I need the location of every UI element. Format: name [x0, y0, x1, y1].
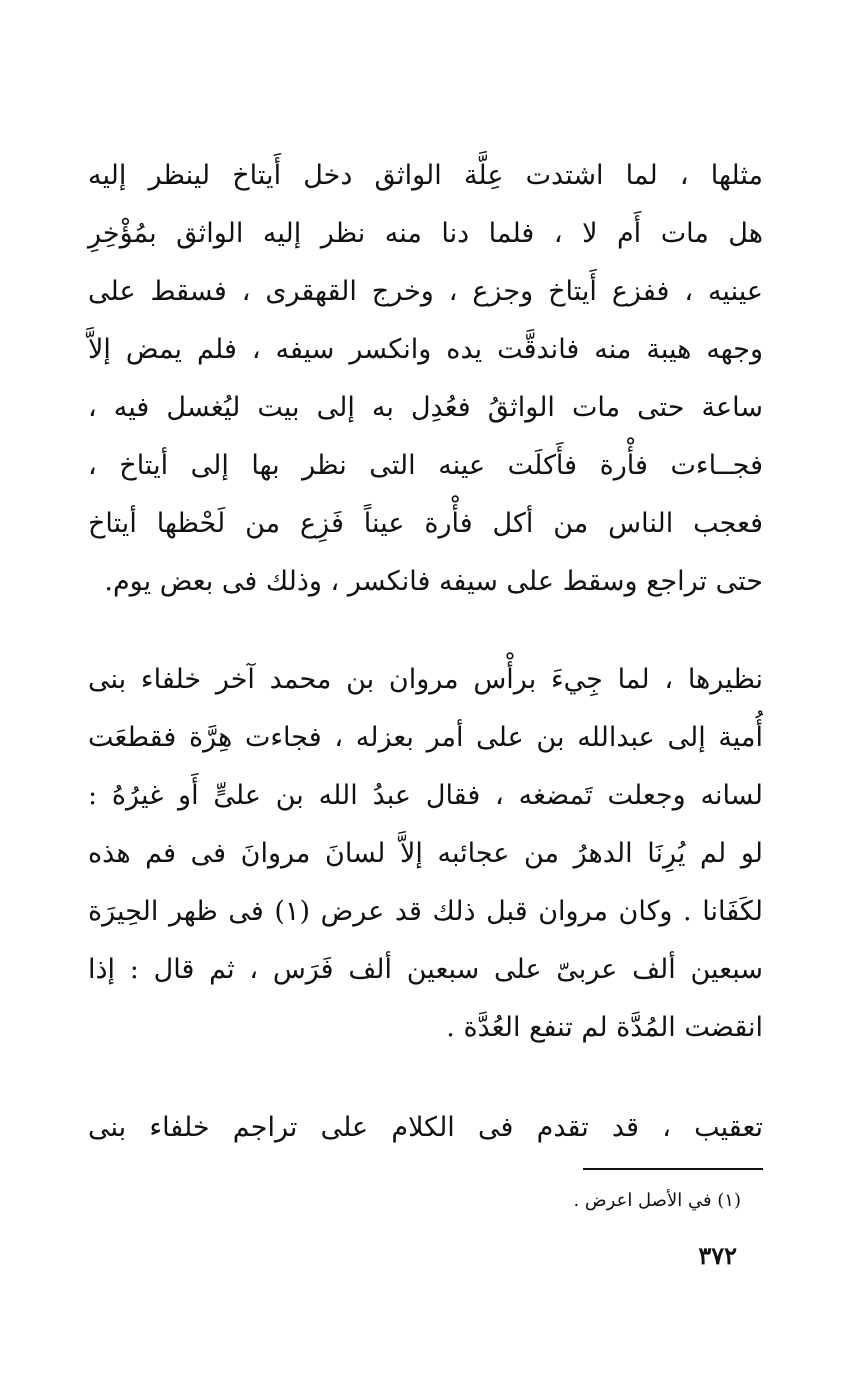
page-number: ٣٧٢: [698, 1241, 737, 1270]
paragraph-line: أُمية إلى عبدالله بن على أمر بعزله ، فجاءت هِرَّة فقطعَت: [88, 722, 763, 753]
paragraph-line: مثلها ، لما اشتدت عِلَّة الواثق دخل أَيتاخ لينظر إليه: [88, 160, 763, 191]
paragraph-line: هل مات أَم لا ، فلما دنا منه نظر إليه الواثق بمُؤْخِرِ: [88, 218, 763, 249]
paragraph-line: نظيرها ، لما جِيءَ برأْس مروان بن محمد آخر خلفاء بنى: [88, 664, 763, 695]
paragraph-line: وجهه هيبة منه فاندقَّت يده وانكسر سيفه ، فلم يمض إلاَّ: [88, 334, 763, 365]
paragraph-line: سبعين ألف عربىّ على سبعين ألف فَرَس ، ثم قال : إذا: [88, 954, 763, 985]
paragraph-line: عينيه ، ففزع أَيتاخ وجزع ، وخرج القهقرى ، فسقط على: [88, 276, 763, 307]
paragraph-line: لو لم يُرِنَا الدهرُ من عجائبه إلاَّ لسانَ مروانَ فى فم هذه: [88, 838, 763, 869]
footnote: (١) في الأصل اعرض .: [573, 1190, 741, 1211]
paragraph-line: لسانه وجعلت تَمضغه ، فقال عبدُ الله بن علىٍّ أَو غيرُهُ :: [88, 780, 763, 811]
paragraph-line: فعجب الناس من أكل فأْرة عيناً فَزِع من لَحْظها أيتاخ: [88, 508, 763, 539]
paragraph-line: فجــاءت فأْرة فأَكلَت عينه التى نظر بها إلى أيتاخ ،: [88, 450, 763, 481]
paragraph-line: حتى تراجع وسقط على سيفه فانكسر ، وذلك فى بعض يوم.: [104, 566, 763, 597]
footnote-divider: [583, 1168, 763, 1170]
paragraph-line: انقضت المُدَّة لم تنفع العُدَّة .: [446, 1012, 763, 1043]
paragraph-line: تعقيب ، قد تقدم فى الكلام على تراجم خلفاء بنى: [88, 1112, 763, 1143]
paragraph-line: لكَفَانا . وكان مروان قبل ذلك قد عرض (١) فى ظهر الحِيرَة: [88, 896, 764, 927]
paragraph-line: ساعة حتى مات الواثقُ فعُدِل به إلى بيت ليُغسل فيه ،: [88, 392, 763, 423]
